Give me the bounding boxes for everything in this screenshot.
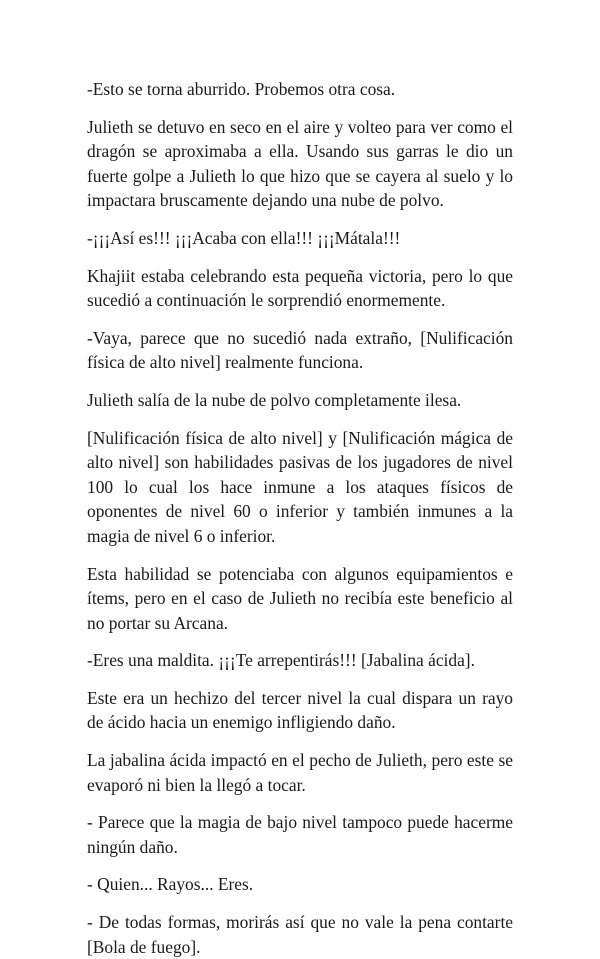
paragraph-2: Julieth se detuvo en seco en el aire y volteo para ver como el dragón se aproximaba a ella. Usando sus garras le dio un fuerte golpe a Julieth lo que hizo que se cayera al suelo y lo impactara bruscamente dejando una nube de polvo. — [87, 116, 513, 211]
paragraph-14: - De todas formas, morirás así que no vale la pena contarte [Bola de fuego]. — [87, 912, 513, 957]
paragraph-7: [Nulificación física de alto nivel] y [Nulificación mágica de alto nivel] son habilidades pasivas de los jugadores de nivel 100 lo cual los hace inmune a los ataques físicos de oponentes de nivel 60 o inferior y también inmunes a la magia de nivel 6 o inferior. — [87, 427, 513, 546]
paragraph-13: - Quien... Rayos... Eres. — [87, 874, 254, 895]
paragraph-1: -Esto se torna aburrido. Probemos otra cosa. — [87, 79, 396, 99]
paragraph-5: -Vaya, parece que no sucedió nada extraño, [Nulificación física de alto nivel] realmente funciona. — [87, 327, 513, 373]
paragraph-8: Esta habilidad se potenciaba con algunos equipamientos e ítems, pero en el caso de Julieth no recibía este beneficio al no portar su Arcana. — [87, 563, 513, 633]
paragraph-4: Khajiit estaba celebrando esta pequeña victoria, pero lo que sucedió a continuación le sorprendió enormemente. — [87, 265, 513, 311]
paragraph-6: Julieth salía de la nube de polvo completamente ilesa. — [87, 389, 462, 410]
paragraph-12: - Parece que la magia de bajo nivel tampoco puede hacerme ningún daño. — [87, 812, 513, 857]
paragraph-10: Este era un hechizo del tercer nivel la cual dispara un rayo de ácido hacia un enemigo infligiendo daño. — [87, 687, 513, 733]
paragraph-11: La jabalina ácida impactó en el pecho de Julieth, pero este se evaporó ni bien la llegó a tocar. — [87, 750, 513, 795]
paragraph-9: -Eres una maldita. ¡¡¡Te arrepentirás!!! [Jabalina ácida]. — [87, 650, 475, 671]
paragraph-3: -¡¡¡Así es!!! ¡¡¡Acaba con ella!!! ¡¡¡Mátala!!! — [87, 227, 401, 248]
